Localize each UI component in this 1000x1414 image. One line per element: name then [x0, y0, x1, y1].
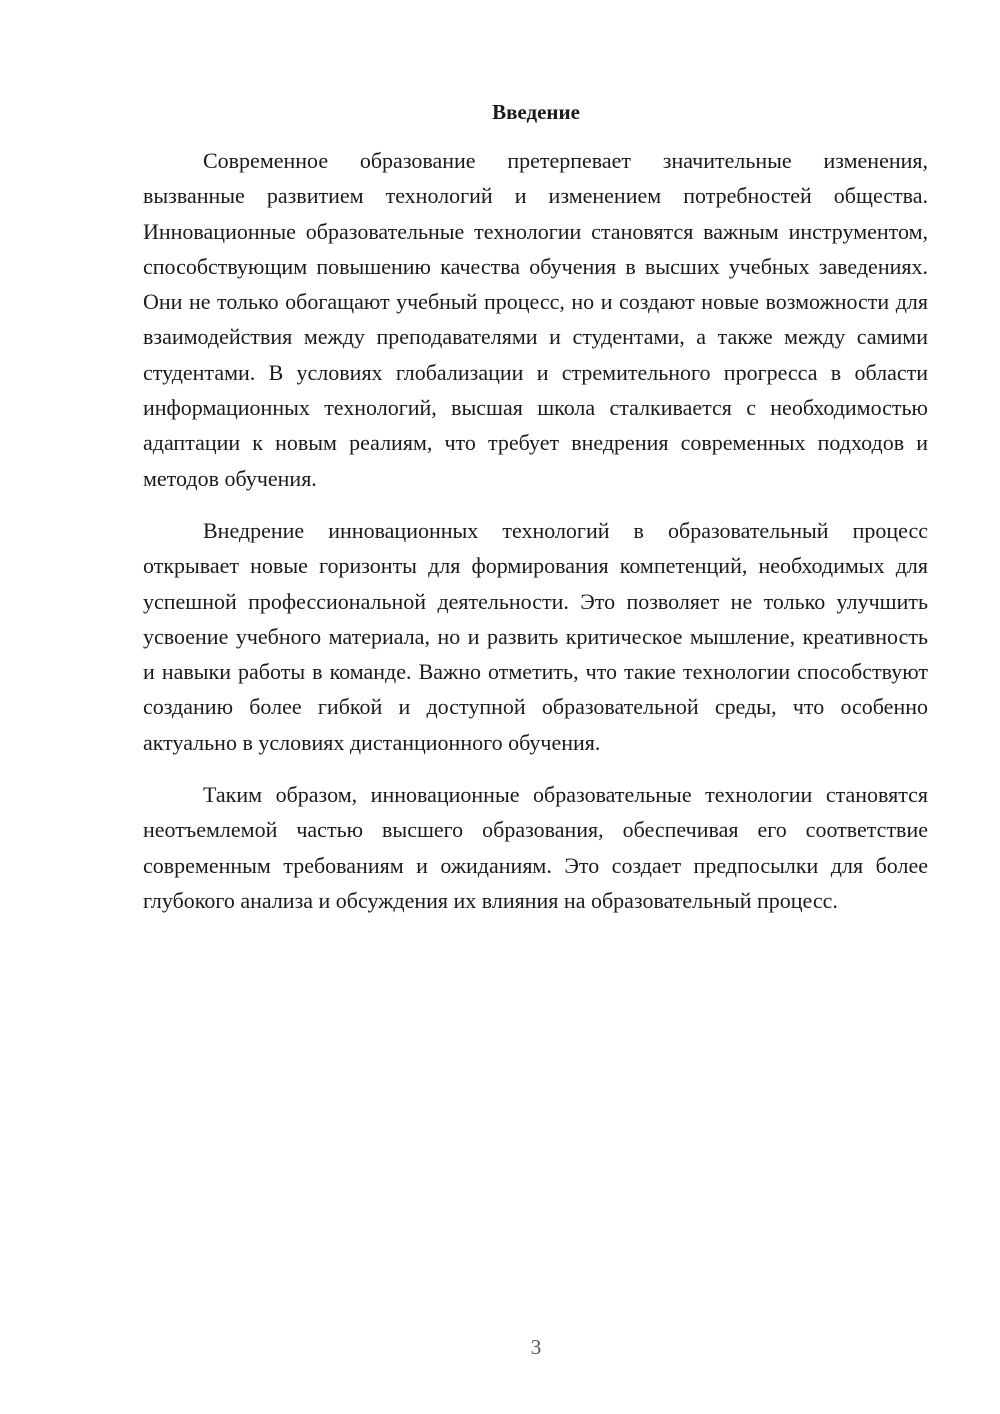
- page-title: Введение: [492, 100, 580, 124]
- paragraph-conclusion: Таким образом, инновационные образовательные технологии становятся неотъемлемой частью высшего образования, обеспечивая его соответствие современным требованиям и ожиданиям. Это создает предпосылки для более глубокого анализа и обсуждения их влияния на образовательный процесс.: [143, 782, 928, 913]
- paragraph-intro: Современное образование претерпевает значительные изменения, вызванные развитием технологий и изменением потребностей общества. Инновационные образовательные технологии становятся важным инструментом, способствующим повышению качества обучения в высших учебных заведениях. Они не только обогащают учебный процесс, но и создают новые возможности для взаимодействия между преподавателями и студентами, а также между самими студентами. В условиях глобализации и стремительного прогресса в области информационных технологий, высшая школа сталкивается с необходимостью адаптации к новым реалиям, что требует внедрения современных подходов и методов обучения.: [143, 148, 928, 491]
- page-number: 3: [530, 1335, 542, 1359]
- paragraph-implementation: Внедрение инновационных технологий в образовательный процесс открывает новые горизонты для формирования компетенций, необходимых для успешной профессиональной деятельности. Это позволяет не только улучшить усвоение учебного материала, но и развить критическое мышление, креативность и навыки работы в команде. Важно отметить, что такие технологии способствуют созданию более гибкой и доступной образовательной среды, что особенно актуально в условиях дистанционного обучения.: [143, 517, 928, 755]
- body-text: [143, 143, 928, 935]
